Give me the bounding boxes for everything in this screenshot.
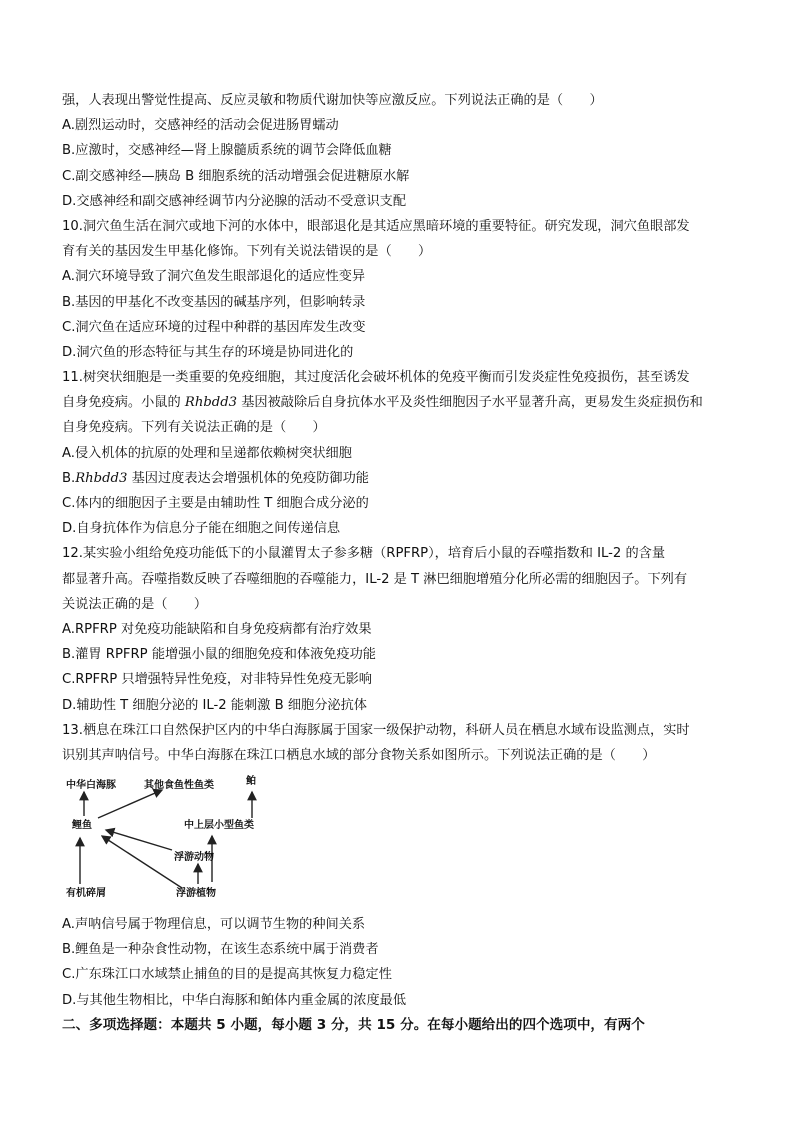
q11-option-a: A.侵入机体的抗原的处理和呈递都依赖树突状细胞	[62, 445, 352, 461]
q9-option-d: D.交感神经和副交感神经调节内分泌腺的活动不受意识支配	[62, 193, 407, 209]
node-carp: 鲤鱼	[72, 820, 92, 832]
arrow-zoo-carp	[106, 830, 172, 850]
q13-option-c: C.广东珠江口水域禁止捕鱼的目的是提高其恢复力稳定性	[62, 967, 392, 983]
node-small-fish: 中上层小型鱼类	[184, 820, 254, 832]
q9-option-c: C.副交感神经—胰岛 B 细胞系统的活动增强会促进糖原水解	[62, 168, 410, 184]
q10-option-d: D.洞穴鱼的形态特征与其生存的环境是协同进化的	[62, 344, 354, 360]
q10-option-a: A.洞穴环境导致了洞穴鱼发生眼部退化的适应性变异	[62, 269, 366, 285]
q11-stem-line2	[62, 390, 738, 415]
q13-option-d: D.与其他生物相比，中华白海豚和鲌体内重金属的浓度最低	[62, 992, 407, 1008]
q10-stem-line1: 10.洞穴鱼生活在洞穴或地下河的水体中，眼部退化是其适应黑暗环境的重要特征。研究发现，洞穴鱼眼部发	[62, 218, 690, 234]
q12-stem-line2: 都显著升高。吞噬指数反映了吞噬细胞的吞噬能力，IL-2 是 T 淋巴细胞增殖分化所必需的细胞因子。下列有	[62, 571, 688, 587]
q11-b-prefix: B.	[62, 470, 76, 486]
node-other-fish: 其他食鱼性鱼类	[144, 780, 214, 792]
q10-stem-line2: 育有关的基因发生甲基化修饰。下列有关说法错误的是（ ）	[62, 244, 432, 260]
q12-option-c: C.RPFRP 只增强特异性免疫，对非特异性免疫无影响	[62, 672, 372, 688]
q11-option-b	[62, 466, 738, 491]
q13-stem-line2: 识别其声呐信号。中华白海豚在珠江口栖息水域的部分食物关系如图所示。下列说法正确的是（ ）	[62, 747, 656, 763]
q11-stem-line3: 自身免疫病。下列有关说法正确的是（ ）	[62, 420, 326, 436]
q10-option-c: C.洞穴鱼在适应环境的过程中种群的基因库发生改变	[62, 319, 366, 335]
exam-page	[62, 88, 738, 1038]
section-heading-multiple-choice: 二、多项选择题：本题共 5 小题，每小题 3 分，共 15 分。在每小题给出的四个选项中，有两个	[62, 1016, 645, 1033]
q12-stem-line1: 12.某实验小组给免疫功能低下的小鼠灌胃太子参多糖（RPFRP），培育后小鼠的吞噬指数和 IL-2 的含量	[62, 546, 666, 562]
node-dolphin: 中华白海豚	[66, 780, 116, 792]
q9-option-a: A.剧烈运动时，交感神经的活动会促进肠胃蠕动	[62, 118, 339, 134]
q11-option-c: C.体内的细胞因子主要是由辅助性 T 细胞合成分泌的	[62, 496, 369, 511]
food-web-diagram	[62, 776, 322, 908]
q12-option-a: A.RPFRP 对免疫功能缺陷和自身免疫病都有治疗效果	[62, 621, 372, 637]
node-detritus: 有机碎屑	[66, 888, 106, 900]
gene-name: Rhbdd3	[184, 395, 238, 411]
arrow-carp-otherfish	[98, 790, 162, 818]
q12-option-d: D.辅助性 T 细胞分泌的 IL-2 能刺激 B 细胞分泌抗体	[62, 697, 367, 713]
gene-name: Rhbdd3	[75, 470, 128, 486]
q9-stem-continued: 强，人表现出警觉性提高、反应灵敏和物质代谢加快等应激反应。下列说法正确的是（ ）	[62, 93, 603, 108]
q10-option-b: B.基因的甲基化不改变基因的碱基序列，但影响转录	[62, 294, 366, 310]
q11-stem-line1: 11.树突状细胞是一类重要的免疫细胞，其过度活化会破坏机体的免疫平衡而引发炎症性免疫损伤，甚至诱发	[62, 370, 690, 386]
q13-option-a: A.声呐信号属于物理信息，可以调节生物的种间关系	[62, 917, 366, 933]
node-zooplankton: 浮游动物	[174, 852, 214, 864]
q13-stem-line1: 13.栖息在珠江口自然保护区内的中华白海豚属于国家一级保护动物，科研人员在栖息水域布设监测点，实时	[62, 722, 690, 738]
q12-option-b: B.灌胃 RPFRP 能增强小鼠的细胞免疫和体液免疫功能	[62, 647, 376, 663]
q11-text-b: 基因被敲除后自身抗体水平及炎性细胞因子水平显著升高，更易发生炎症损伤和	[237, 395, 703, 411]
q11-option-d: D.自身抗体作为信息分子能在细胞之间传递信息	[62, 521, 341, 537]
q12-stem-line3: 关说法正确的是（ ）	[62, 596, 208, 612]
q11-b-text: 基因过度表达会增强机体的免疫防御功能	[127, 470, 369, 486]
node-phytoplankton: 浮游植物	[176, 888, 216, 900]
q9-option-b: B.应激时，交感神经—肾上腺髓质系统的调节会降低血糖	[62, 143, 392, 159]
arrow-phyto-carp	[102, 836, 182, 888]
q11-text-a: 自身免疫病。小鼠的	[62, 395, 185, 411]
node-bo: 鲌	[246, 776, 256, 788]
q13-option-b: B.鲤鱼是一种杂食性动物，在该生态系统中属于消费者	[62, 942, 379, 958]
